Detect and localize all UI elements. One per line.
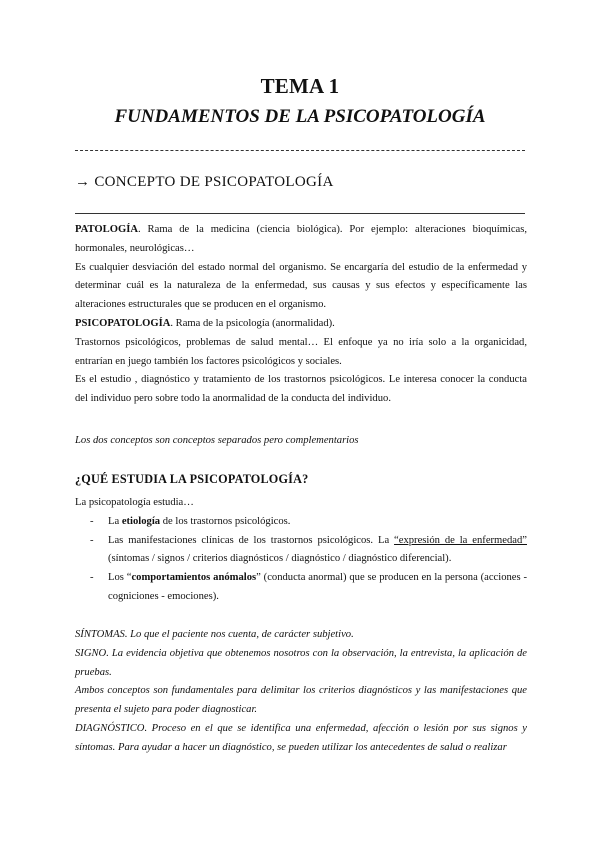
- section-heading: → CONCEPTO DE PSICOPATOLOGÍA: [75, 174, 334, 190]
- ambos-paragraph: Ambos conceptos son fundamentales para delimitar los criterios diagnósticos y las manifestaciones que presenta el sujeto para poder diagnosticar.: [75, 685, 527, 716]
- que-estudia-heading: ¿QUÉ ESTUDIA LA PSICOPATOLOGÍA?: [75, 472, 309, 486]
- signo-definition: SIGNO. La evidencia objetiva que obtenemos nosotros con la observación, la entrevista, la aplicación de pruebas.: [75, 647, 527, 678]
- trastornos-paragraph: Trastornos psicológicos, problemas de salud mental… El enfoque ya no iría solo a la organicidad, entrarían en juego también los factores psicológicos y sociales.: [75, 336, 527, 367]
- desviacion-paragraph: Es cualquier desviación del estado normal del organismo. Se encargaría del estudio de la enfermedad y determinar cuál es la naturaleza de la enfermedad, sus causas y sus efectos y específicamente las alteraciones estructurales que se producen en el organismo.: [75, 261, 527, 311]
- definitions-block: [75, 626, 527, 758]
- list-dash: -: [90, 534, 94, 546]
- etiologia-term: etiología: [121, 515, 161, 527]
- list-item: - Las manifestaciones clínicas de los trastornos psicológicos. La “expresión de la enfermedad” (síntomas / signos / criterios diagnósticos / diagnóstico / diagnóstico diferencial).: [75, 532, 527, 570]
- list-item: - Los “comportamientos anómalos” (conducta anormal) que se producen en la persona (acciones - cogniciones - emociones).: [75, 569, 527, 607]
- que-estudia-list: [75, 513, 527, 607]
- document-subtitle: FUNDAMENTOS DE LA PSICOPATOLOGÍA: [114, 106, 486, 127]
- psicopatologia-definition: . Rama de la psicología (anormalidad).: [170, 317, 335, 329]
- concepts-block: [75, 221, 527, 409]
- patologia-definition: . Rama de la medicina (ciencia biológica). Por ejemplo: alteraciones bioquímicas, hormonales, neurológicas…: [75, 224, 527, 254]
- que-estudia-intro: La psicopatología estudia…: [75, 497, 194, 508]
- patologia-term: PATOLOGÍA: [75, 224, 138, 235]
- dashed-divider: [75, 150, 525, 151]
- psicopatologia-term: PSICOPATOLOGÍA: [75, 317, 171, 329]
- list-item: - La etiología de los trastornos psicológicos.: [75, 513, 527, 532]
- psicopatologia-paragraph: [75, 315, 527, 334]
- list-dash: -: [90, 572, 94, 584]
- expresion-enfermedad: “expresión de la enfermedad”: [394, 534, 527, 546]
- diagnostico-definition: DIAGNÓSTICO. Proceso en el que se identifica una enfermedad, afección o lesión por sus signos y síntomas. Para ayudar a hacer un diagnóstico, se pueden utilizar los antecedentes de salud o realizar: [75, 722, 527, 753]
- comportamientos-term: comportamientos anómalos: [131, 572, 257, 584]
- list-dash: -: [90, 515, 94, 527]
- solid-divider: [75, 213, 525, 214]
- patologia-paragraph: [75, 221, 527, 259]
- que-estudia-block: [75, 494, 527, 607]
- sintomas-definition: SÍNTOMAS. Lo que el paciente nos cuenta, de carácter subjetivo.: [75, 629, 354, 640]
- estudio-paragraph: Es el estudio , diagnóstico y tratamiento de los trastornos psicológicos. Le interesa conocer la conducta del individuo pero sobre todo la anormalidad de la conducta del individuo.: [75, 374, 527, 405]
- document-title: TEMA 1: [260, 74, 340, 98]
- conceptos-note: Los dos conceptos son conceptos separados pero complementarios: [75, 435, 359, 446]
